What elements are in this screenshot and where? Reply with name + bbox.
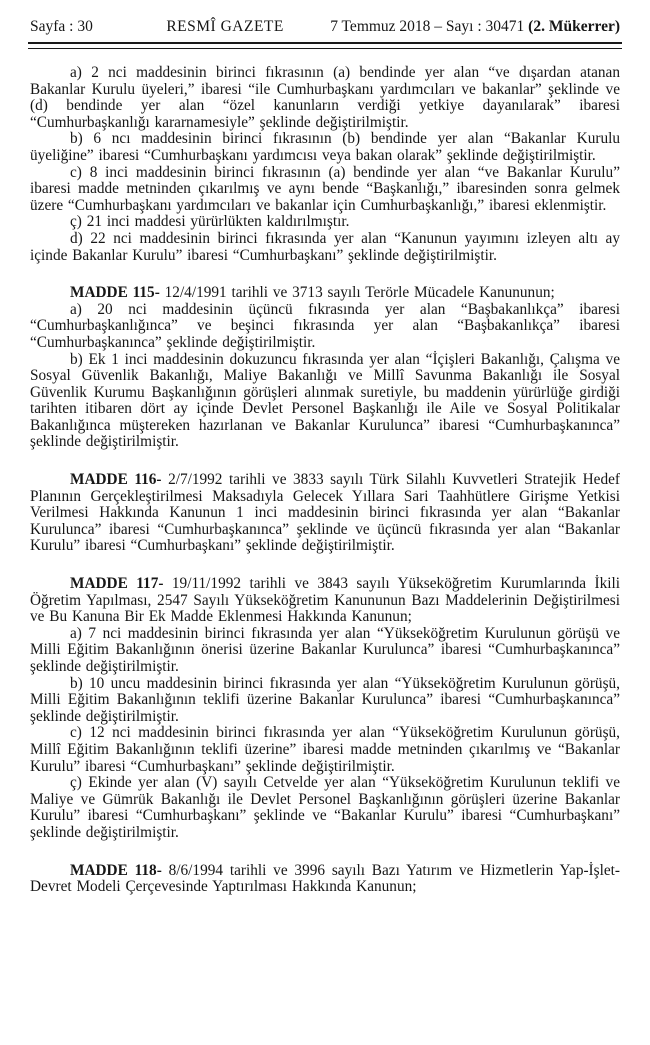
madde-115-label: MADDE 115- xyxy=(70,284,165,302)
legal-paragraph-clause-cc xyxy=(30,214,620,231)
paragraph-text: b) Ek 1 inci maddesinin dokuzuncu fıkrasında yer alan “İçişleri Bakanlığı, Çalışma ve Sosyal Güvenlik Bakanlığı, Maliye Bakanlığı ve Millî Savunma Bakanlığı ile Sosyal Güvenlik Kurumu Başkanlığının görüşleri alınmak suretiyle, bu maddenin yürürlüğe girdiği tarihten itibaren dört ay içinde Devlet Personel Başkanlığı ile Aile ve Sosyal Politikalar Bakanlığınca müştereken hazırlanan ve Bakanlar Kurulunca” ibaresi “Cumhurbaşkanınca” şeklinde değiştirilmiştir. xyxy=(30,350,620,451)
legal-paragraph-117-a xyxy=(30,626,620,676)
legal-paragraph-117-cc xyxy=(30,775,620,841)
legal-paragraph-clause-d xyxy=(30,231,620,264)
madde-116-paragraph xyxy=(30,472,620,555)
paragraph-text: a) 7 nci maddesinin birinci fıkrasında yer alan “Yükseköğretim Kurulunun görüşü ve Milli Eğitim Bakanlığının önerisi üzerine Bakanlar Kurulunca” ibaresi “Cumhurbaşkanınca” şeklinde değiştirilmiştir. xyxy=(30,624,620,675)
paragraph-text: c) 8 inci maddesinin birinci fıkrasının (a) bendinde yer alan “ve Bakanlar Kurulu” ibaresi madde metninden çıkarılmış ve aynı bende “Başkanlığı,” ibaresinden sonra gelmek üzere “Cumhurbaşkanı yardımcıları ve bakanlar için Cumhurbaşkanlığı,” ibaresi eklenmiştir. xyxy=(30,163,620,214)
issue-mukerrer-label: (2. Mükerrer) xyxy=(528,18,620,35)
paragraph-text: 8/6/1994 tarihli ve 3996 sayılı Bazı Yatırım ve Hizmetlerin Yap-İşlet-Devret Modeli Çerçevesinde Yaptırılması Hakkında Kanunun; xyxy=(30,861,620,896)
madde-118-label: MADDE 118- xyxy=(70,861,169,879)
paragraph-text: a) 20 nci maddesinin üçüncü fıkrasında yer alan “Başbakanlıkça” ibaresi “Cumhurbaşkanlığınca” ve beşinci fıkrasında yer alan “Başbakanlıkça” ibaresi “Cumhurbaşkanınca” şeklinde değiştirilmiştir. xyxy=(30,300,620,351)
madde-115-paragraph xyxy=(30,285,620,302)
madde-117-paragraph xyxy=(30,576,620,626)
page-number-label: Sayfa : 30 xyxy=(30,18,93,35)
paragraph-text: c) 12 nci maddesinin birinci fıkrasında yer alan “Yükseköğretim Kurulunun görüşü, Millî Eğitim Bakanlığının teklifi üzerine” ibaresi madde metninden çıkarılmış ve “Bakanlar Kurulu” ibaresi “Cumhurbaşkanı” şeklinde değiştirilmiştir. xyxy=(30,724,620,775)
legal-paragraph-115-b xyxy=(30,352,620,452)
madde-118-paragraph xyxy=(30,863,620,896)
paragraph-text: b) 10 uncu maddesinin birinci fıkrasında yer alan “Yükseköğretim Kurulunun görüşü, Milli Eğitim Bakanlığının teklifi üzerine Bakanlar Kurulunca” ibaresi “Cumhurbaşkanınca” şeklinde değiştirilmiştir. xyxy=(30,674,620,725)
paragraph-text: ç) Ekinde yer alan (V) sayılı Cetvelde yer alan “Yükseköğretim Kurulunun teklifi ve Maliye ve Gümrük Bakanlığı ile Devlet Personel Başkanlığının görüşleri üzerine Bakanlar Kurulu” ibaresi “Cumhurbaşkanı” şeklinde ve “Bakanlar Kurulu” ibaresi “Cumhurbaşkanı” şeklinde değiştirilmiştir. xyxy=(30,774,620,841)
document-body xyxy=(28,63,622,896)
legal-paragraph-clause-c xyxy=(30,165,620,215)
legal-paragraph-clause-a xyxy=(30,65,620,131)
paragraph-text: b) 6 ncı maddesinin birinci fıkrasının (b) bendinde yer alan “Bakanlar Kurulu üyeliğine” ibaresi “Cumhurbaşkanı yardımcısı veya bakan olarak” şeklinde değiştirilmiştir. xyxy=(30,130,620,164)
paragraph-text: d) 22 nci maddesinin birinci fıkrasında yer alan “Kanunun yayımını izleyen altı ay içinde Bakanlar Kurulu” ibaresi “Cumhurbaşkanı” şeklinde değiştirilmiştir. xyxy=(30,229,620,264)
issue-date-number: 7 Temmuz 2018 – Sayı : 30471 xyxy=(330,18,529,35)
header-divider-rule xyxy=(28,42,622,49)
page-header xyxy=(28,14,622,42)
legal-paragraph-117-b xyxy=(30,676,620,726)
legal-paragraph-115-a xyxy=(30,302,620,352)
paragraph-text: ç) 21 inci maddesi yürürlükten kaldırılmıştır. xyxy=(70,213,350,231)
legal-paragraph-117-c xyxy=(30,725,620,775)
paragraph-text: a) 2 nci maddesinin birinci fıkrasının (a) bendinde yer alan “ve dışardan atanan Bakanlar Kurulu üyeleri,” ibaresi “ile Cumhurbaşkanı yardımcıları ve bakanlar” şeklinde ve (d) bendinde yer alan “özel kanunların verdiği yetkiye dayanılarak” ibaresi “Cumhurbaşkanlığı kararnamesiyle” şeklinde değiştirilmiştir. xyxy=(30,64,620,131)
madde-116-label: MADDE 116- xyxy=(70,471,169,489)
legal-paragraph-clause-b xyxy=(30,131,620,164)
madde-117-label: MADDE 117- xyxy=(70,575,172,593)
paragraph-text: 2/7/1992 tarihli ve 3833 sayılı Türk Silahlı Kuvvetleri Stratejik Hedef Planının Gerçekleştirilmesi Maksadıyla Gelecek Yıllara Sari Taahhütlere Girişme Yetkisi Verilmesi Hakkında Kanunun 1 inci maddesinin birinci fıkrasında yer alan “Bakanlar Kurulunca” ibaresi “Cumhurbaşkanınca” şeklinde ve üçüncü fıkrasında yer alan “Bakanlar Kurulu” ibaresi “Cumhurbaşkanı” şeklinde değiştirilmiştir. xyxy=(30,471,620,555)
paragraph-text: 19/11/1992 tarihli ve 3843 sayılı Yükseköğretim Kurumlarında İkili Öğretim Yapılması, 2547 Sayılı Yükseköğretim Kanununun Bazı Maddelerinin Değiştirilmesi ve Bu Kanuna Bir Ek Madde Eklenmesi Hakkında Kanunun; xyxy=(30,575,620,626)
issue-info xyxy=(330,18,620,36)
gazette-title: RESMÎ GAZETE xyxy=(166,18,284,35)
paragraph-text: 12/4/1991 tarihli ve 3713 sayılı Terörle Mücadele Kanununun; xyxy=(164,284,555,302)
